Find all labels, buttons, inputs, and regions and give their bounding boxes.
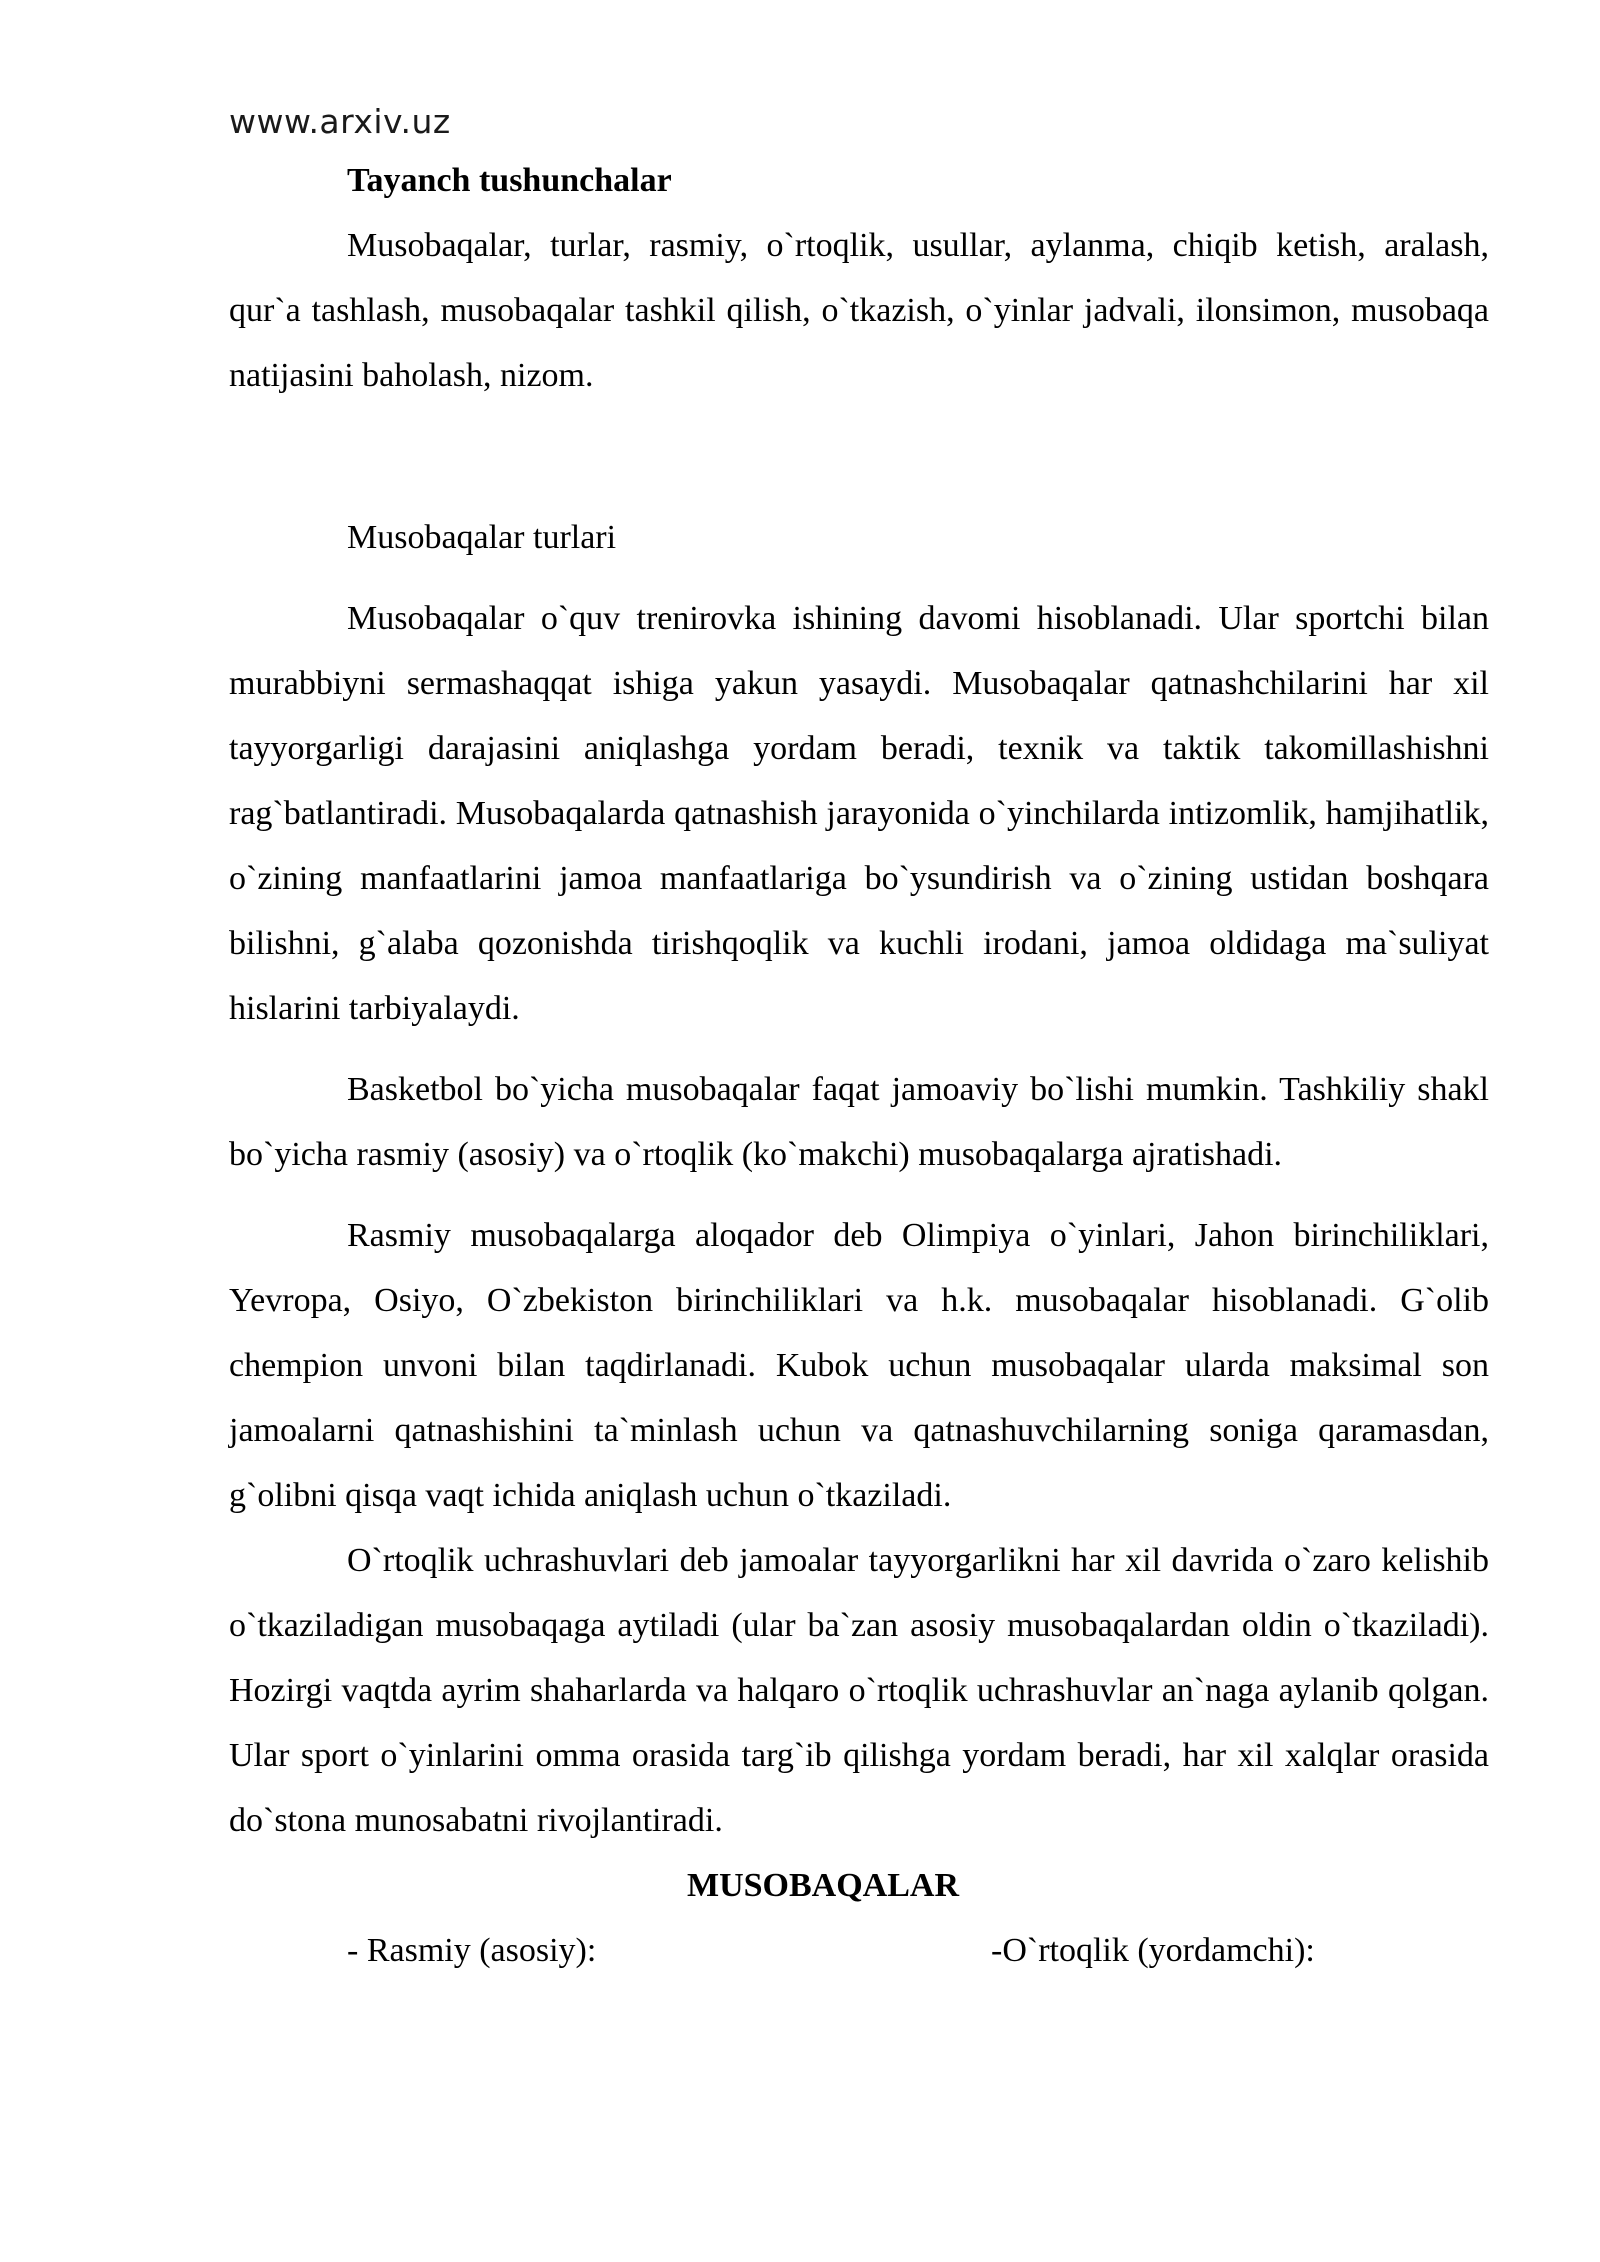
heading-tayanch-tushunchalar: Tayanch tushunchalar	[347, 162, 672, 199]
competition-types-row	[229, 1918, 1489, 1983]
paragraph-2: Basketbol bo`yicha musobaqalar faqat jamoaviy bo`lishi mumkin. Tashkiliy shakl bo`yicha rasmiy (asosiy) va o`rtoqlik (ko`makchi) musobaqalarga ajratishadi.	[229, 1071, 1489, 1173]
document-body	[229, 148, 1489, 1983]
spacer	[229, 1041, 1489, 1057]
spacer	[229, 570, 1489, 586]
column-rasmiy: - Rasmiy (asosiy):	[347, 1932, 597, 1969]
center-title-musobaqalar: MUSOBAQALAR	[686, 1867, 960, 1904]
paragraph-3: Rasmiy musobaqalarga aloqador deb Olimpiya o`yinlari, Jahon birinchiliklari, Yevropa, Osiyo, O`zbekiston birinchiliklari va h.k. musobaqalar hisoblanadi. G`olib chempion unvoni bilan taqdirlanadi. Kubok uchun musobaqalar ularda maksimal son jamoalarni qatnashishini ta`minlash uchun va qatnashuvchilarning soniga qaramasdan, g`olibni qisqa vaqt ichida aniqlash uchun o`tkaziladi.	[229, 1217, 1489, 1514]
paragraph-1: Musobaqalar o`quv trenirovka ishining davomi hisoblanadi. Ular sportchi bilan murabbiyni sermashaqqat ishiga yakun yasaydi. Musobaqalar qatnashchilarini har xil tayyorgarligi darajasini aniqlashga yordam beradi, texnik va taktik takomillashishni rag`batlantiradi. Musobaqalarda qatnashish jarayonida o`yinchilarda intizomlik, hamjihatlik, o`zining manfaatlarini jamoa manfaatlariga bo`ysundirish va o`zining ustidan boshqara bilishni, g`alaba qozonishda tirishqoqlik va kuchli irodani, jamoa oldidaga ma`suliyat hislarini tarbiyalaydi.	[229, 600, 1489, 1027]
section-title-musobaqalar-turlari: Musobaqalar turlari	[347, 519, 617, 556]
paragraph-4: O`rtoqlik uchrashuvlari deb jamoalar tayyorgarlikni har xil davrida o`zaro kelishib o`tkaziladigan musobaqaga aytiladi (ular ba`zan asosiy musobaqalardan oldin o`tkaziladi). Hozirgi vaqtda ayrim shaharlarda va halqaro o`rtoqlik uchrashuvlar an`naga aylanib qolgan. Ular sport o`yinlarini omma orasida targ`ib qilishga yordam beradi, har xil xalqlar orasida do`stona munosabatni rivojlantiradi.	[229, 1542, 1489, 1839]
keywords-paragraph: Musobaqalar, turlar, rasmiy, o`rtoqlik, usullar, aylanma, chiqib ketish, aralash, qur`a tashlash, musobaqalar tashkil qilish, o`tkazish, o`yinlar jadvali, ilonsimon, musobaqa natijasini baholash, nizom.	[229, 227, 1489, 394]
spacer	[229, 408, 1489, 505]
spacer	[229, 1187, 1489, 1203]
column-ortoqlik: -O`rtoqlik (yordamchi):	[991, 1932, 1315, 1969]
watermark-url: www.arxiv.uz	[229, 102, 451, 141]
